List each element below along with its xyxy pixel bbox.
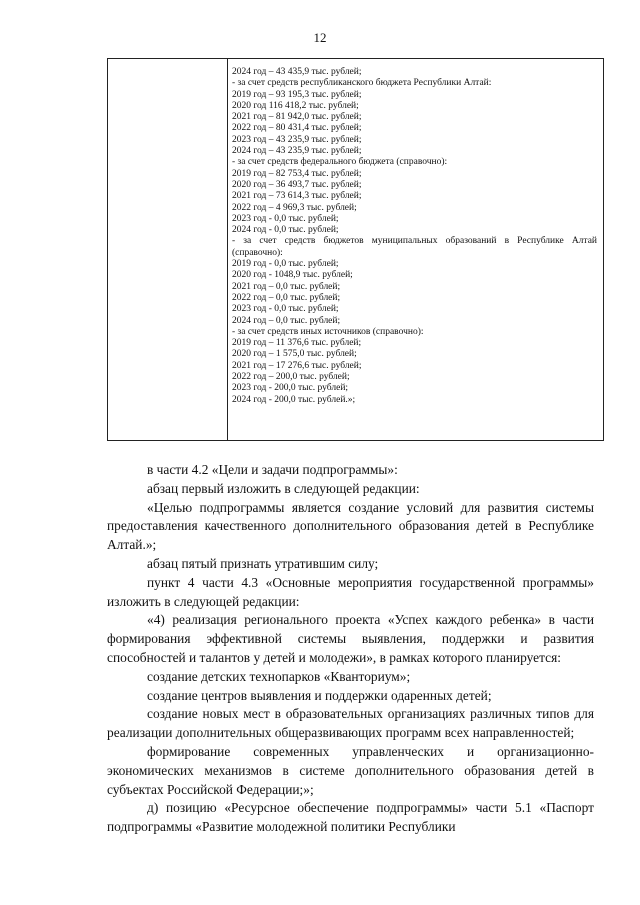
paragraph: формирование современных управленческих и организационно-экономических механизмов в системе дополнительного образования детей в субъектах Российской Федерации;»;: [107, 743, 594, 797]
paragraph: «Целью подпрограммы является создание условий для развития системы предоставления качественного дополнительного образования детей в Республике Алтай.»;: [107, 499, 594, 553]
table-line: 2021 год – 17 276,6 тыс. рублей;: [232, 360, 362, 371]
paragraph: создание детских технопарков «Кванториум»;: [147, 668, 411, 684]
table-line: 2024 год - 0,0 тыс. рублей;: [232, 225, 339, 236]
document-body: [107, 461, 594, 837]
table-column-divider: [227, 59, 228, 440]
table-line: - за счет средств федерального бюджета (справочно):: [232, 157, 448, 168]
paragraph: «4) реализация регионального проекта «Успех каждого ребенка» в части формирования эффективной системы выявления, поддержки и развития способностей и талантов у детей и молодежи», в рамках которого планируется:: [107, 612, 594, 665]
table-line: 2024 год – 0,0 тыс. рублей;: [232, 315, 341, 326]
table-line: - за счет средств иных источников (справочно):: [232, 326, 424, 337]
table-line: 2021 год – 81 942,0 тыс. рублей;: [232, 112, 362, 123]
table-line: - за счет средств республиканского бюджета Республики Алтай:: [232, 78, 492, 89]
table-line: 2022 год – 200,0 тыс. рублей;: [232, 372, 350, 383]
table-line: 2024 год – 43 235,9 тыс. рублей;: [232, 146, 362, 157]
table-funding-cell: [232, 67, 597, 406]
table-line: 2024 год - 200,0 тыс. рублей.»;: [232, 394, 356, 405]
paragraph: создание новых мест в образовательных организациях различных типов для реализации дополнительных общеразвивающих программ всех направленностей;: [107, 706, 594, 741]
paragraph: абзац первый изложить в следующей редакции:: [147, 480, 420, 496]
table-line: 2019 год - 0,0 тыс. рублей;: [232, 259, 339, 270]
table-line: 2023 год - 200,0 тыс. рублей;: [232, 383, 349, 394]
table-line: 2021 год – 73 614,3 тыс. рублей;: [232, 191, 362, 202]
paragraph: в части 4.2 «Цели и задачи подпрограммы»:: [147, 462, 398, 477]
table-line: 2019 год – 93 195,3 тыс. рублей;: [232, 89, 362, 100]
table-line: 2023 год - 0,0 тыс. рублей;: [232, 213, 339, 224]
table-line: 2019 год – 11 376,6 тыс. рублей;: [232, 338, 362, 349]
table-line: 2019 год – 82 753,4 тыс. рублей;: [232, 168, 362, 179]
table-line: 2022 год – 0,0 тыс. рублей;: [232, 292, 341, 303]
table-line: 2020 год – 1 575,0 тыс. рублей;: [232, 349, 357, 360]
table-line: 2024 год – 43 435,9 тыс. рублей;: [232, 67, 362, 77]
table-line: 2020 год 116 418,2 тыс. рублей;: [232, 100, 359, 111]
paragraph: пункт 4 части 4.3 «Основные мероприятия государственной программы» изложить в следующей редакции:: [107, 574, 594, 609]
table-line: - за счет средств бюджетов муниципальных образований в Республике Алтай (справочно):: [232, 236, 597, 258]
paragraph: создание центров выявления и поддержки одаренных детей;: [147, 687, 492, 703]
table-line: 2022 год – 80 431,4 тыс. рублей;: [232, 123, 362, 134]
paragraph: абзац пятый признать утратившим силу;: [147, 555, 379, 571]
table-line: 2020 год – 36 493,7 тыс. рублей;: [232, 179, 362, 190]
table-line: 2021 год – 0,0 тыс. рублей;: [232, 281, 341, 292]
table-line: 2023 год – 43 235,9 тыс. рублей;: [232, 134, 362, 145]
table-line: 2020 год - 1048,9 тыс. рублей;: [232, 270, 353, 281]
page-number: 12: [313, 30, 327, 45]
paragraph: д) позицию «Ресурсное обеспечение подпрограммы» части 5.1 «Паспорт подпрограммы «Развитие молодежной политики Республики: [107, 800, 594, 835]
table-line: 2022 год – 4 969,3 тыс. рублей;: [232, 202, 357, 213]
table-line: 2023 год - 0,0 тыс. рублей;: [232, 304, 339, 315]
funding-table: [107, 58, 604, 441]
